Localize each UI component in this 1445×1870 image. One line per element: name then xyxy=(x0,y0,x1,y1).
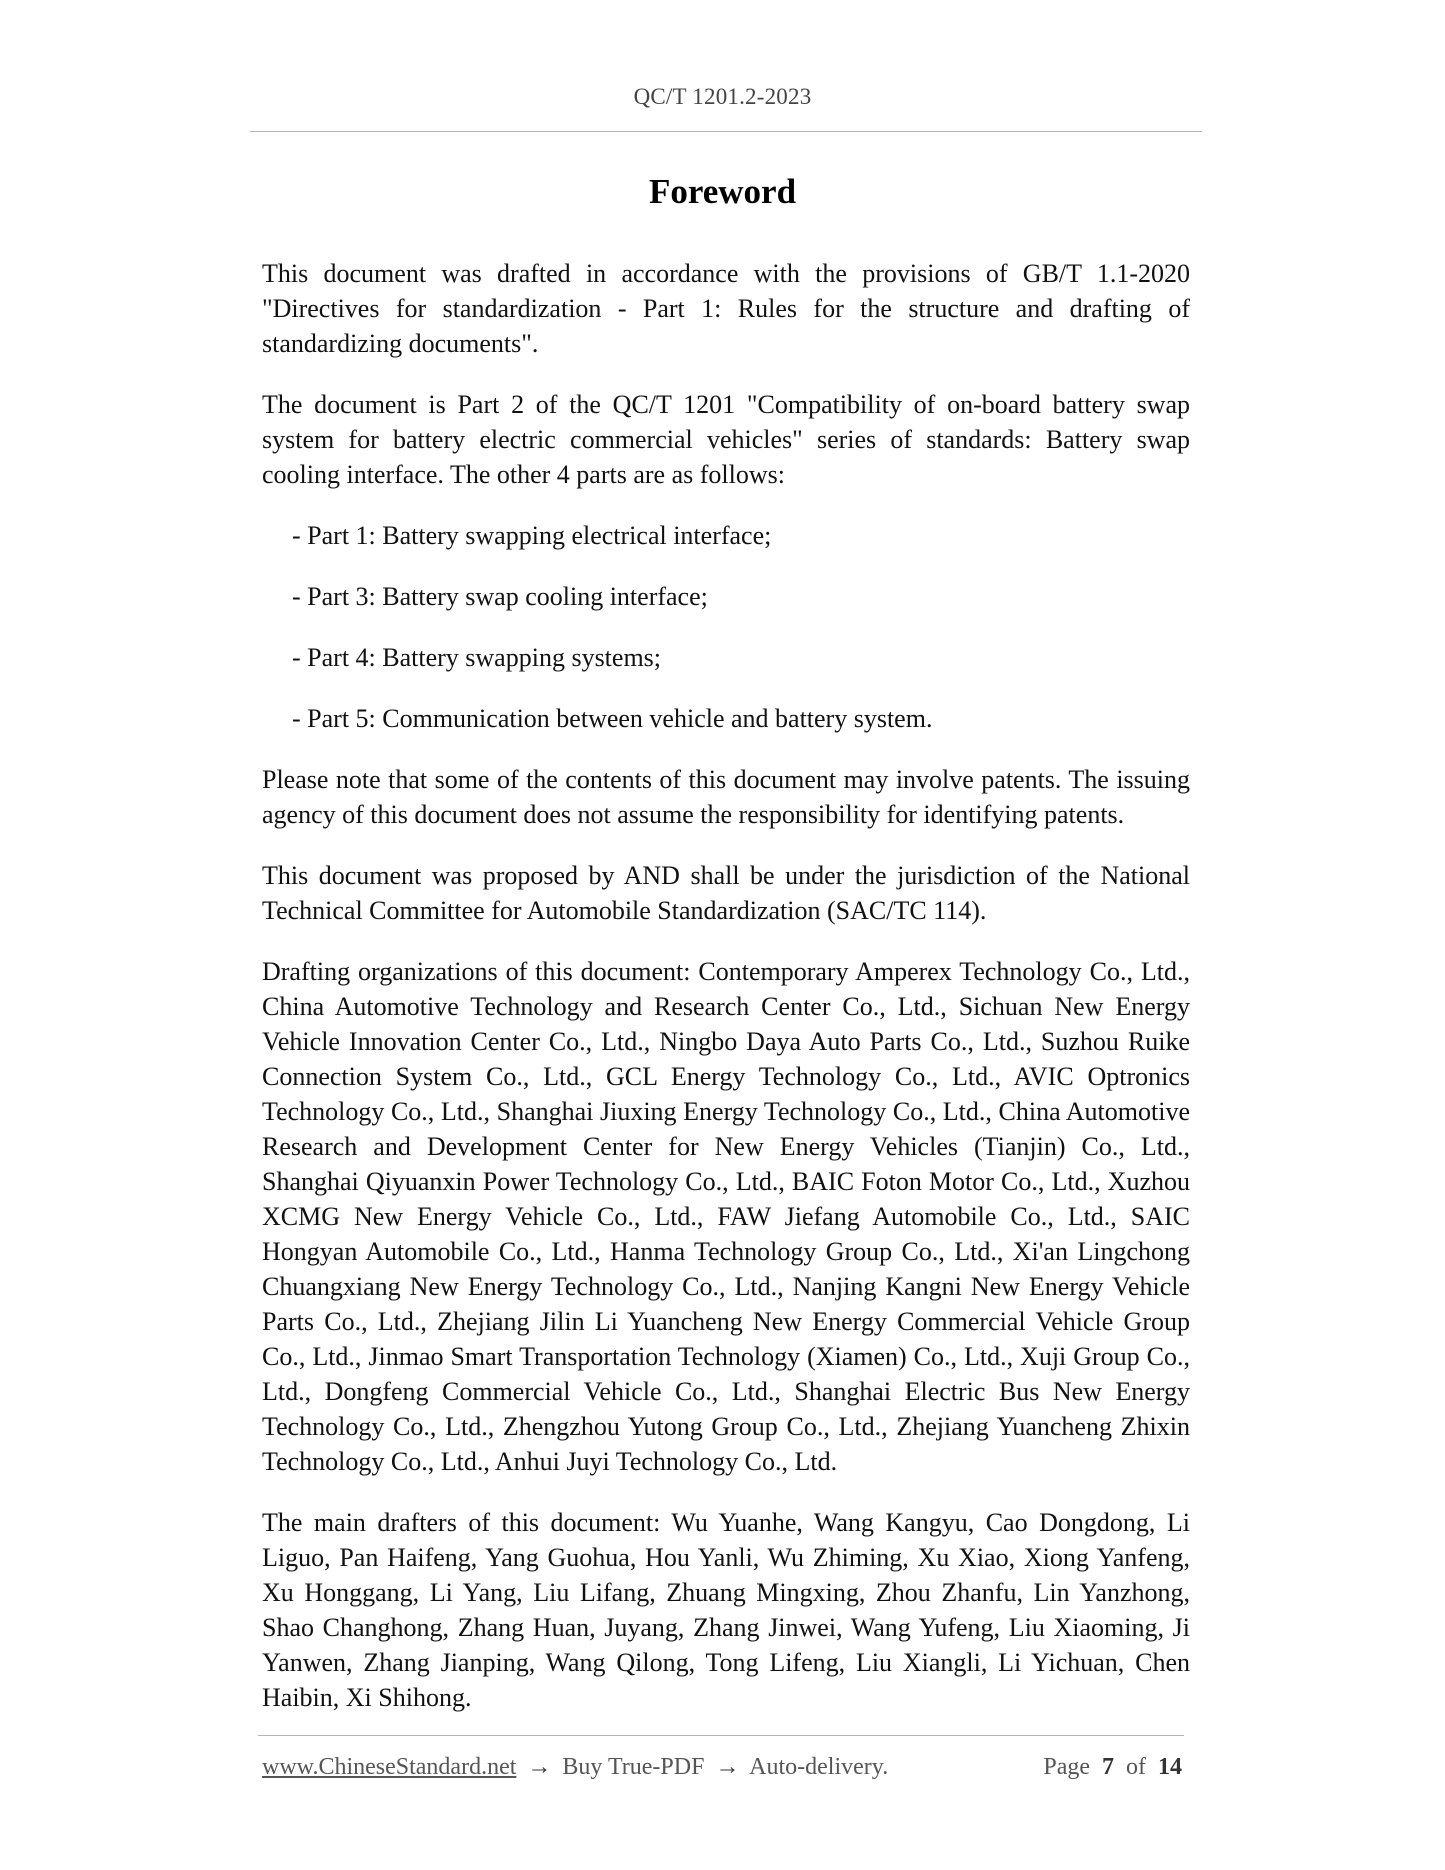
auto-delivery-text: Auto-delivery. xyxy=(749,1754,889,1780)
site-link[interactable]: www.ChineseStandard.net xyxy=(262,1754,517,1780)
footer-promo xyxy=(262,1754,888,1781)
paragraph-jurisdiction: This document was proposed by AND shall be under the jurisdiction of the National Technical Committee for Automobile Standardization (SAC/TC 114). xyxy=(262,861,1190,925)
page-label: Page xyxy=(1043,1754,1090,1780)
page-title: Foreword xyxy=(648,172,797,211)
paragraph-drafting-basis: This document was drafted in accordance with the provisions of GB/T 1.1-2020 "Directives for standardization - Part 1: Rules for the structure and drafting of standardizing documents". xyxy=(262,259,1190,358)
list-item-part-1: - Part 1: Battery swapping electrical interface; xyxy=(292,521,772,550)
paragraph-main-drafters: The main drafters of this document: Wu Yuanhe, Wang Kangyu, Cao Dongdong, Li Liguo, Pan Haifeng, Yang Guohua, Hou Yanli, Wu Zhiming, Xu Xiao, Xiong Yanfeng, Xu Honggang, Li Yang, Liu Lifang, Zhuang Mingxing, Zhou Zhanfu, Lin Yanzhong, Shao Changhong, Zhang Huan, Juyang, Zhang Jinwei, Wang Yufeng, Liu Xiaoming, Ji Yanwen, Zhang Jianping, Wang Qilong, Tong Lifeng, Liu Xiangli, Li Yichuan, Chen Haibin, Xi Shihong. xyxy=(262,1508,1190,1712)
buy-pdf-text: Buy True-PDF xyxy=(562,1754,705,1780)
paragraph-patent-notice: Please note that some of the contents of this document may involve patents. The issuing agency of this document does not assume the responsibility for identifying patents. xyxy=(262,765,1190,829)
list-item-part-4: - Part 4: Battery swapping systems; xyxy=(292,643,662,672)
header-divider xyxy=(250,131,1202,132)
page-current: 7 xyxy=(1102,1754,1114,1780)
arrow-right-icon: → xyxy=(527,1754,552,1780)
page-counter xyxy=(1043,1754,1182,1781)
page-total: 14 xyxy=(1158,1754,1182,1780)
foreword-body xyxy=(262,256,1190,1741)
footer-divider xyxy=(258,1735,1184,1736)
paragraph-drafting-organizations: Drafting organizations of this document: Contemporary Amperex Technology Co., Ltd., China Automotive Technology and Research Center Co., Ltd., Sichuan New Energy Vehicle Innovation Center Co., Ltd., Ningbo Daya Auto Parts Co., Ltd., Suzhou Ruike Connection System Co., Ltd., GCL Energy Technology Co., Ltd., AVIC Optronics Technology Co., Ltd., Shanghai Jiuxing Energy Technology Co., Ltd., China Automotive Research and Development Center for New Energy Vehicles (Tianjin) Co., Ltd., Shanghai Qiyuanxin Power Technology Co., Ltd., BAIC Foton Motor Co., Ltd., Xuzhou XCMG New Energy Vehicle Co., Ltd., FAW Jiefang Automobile Co., Ltd., SAIC Hongyan Automobile Co., Ltd., Hanma Technology Group Co., Ltd., Xi'an Lingchong Chuangxiang New Energy Technology Co., Ltd., Nanjing Kangni New Energy Vehicle Parts Co., Ltd., Zhejiang Jilin Li Yuancheng New Energy Commercial Vehicle Group Co., Ltd., Jinmao Smart Transportation Technology (Xiamen) Co., Ltd., Xuji Group Co., Ltd., Dongfeng Commercial Vehicle Co., Ltd., Shanghai Electric Bus New Energy Technology Co., Ltd., Zhengzhou Yutong Group Co., Ltd., Zhejiang Yuancheng Zhixin Technology Co., Ltd., Anhui Juyi Technology Co., Ltd. xyxy=(262,957,1190,1476)
page-of-label: of xyxy=(1126,1754,1146,1780)
list-item-part-5: - Part 5: Communication between vehicle and battery system. xyxy=(292,704,933,733)
list-item-part-3: - Part 3: Battery swap cooling interface; xyxy=(292,582,708,611)
arrow-right-icon: → xyxy=(715,1754,740,1780)
page-header-standard-id: QC/T 1201.2-2023 xyxy=(633,84,812,109)
paragraph-series-overview: The document is Part 2 of the QC/T 1201 "Compatibility of on-board battery swap system for battery electric commercial vehicles" series of standards: Battery swap cooling interface. The other 4 parts are as follows: xyxy=(262,390,1190,489)
